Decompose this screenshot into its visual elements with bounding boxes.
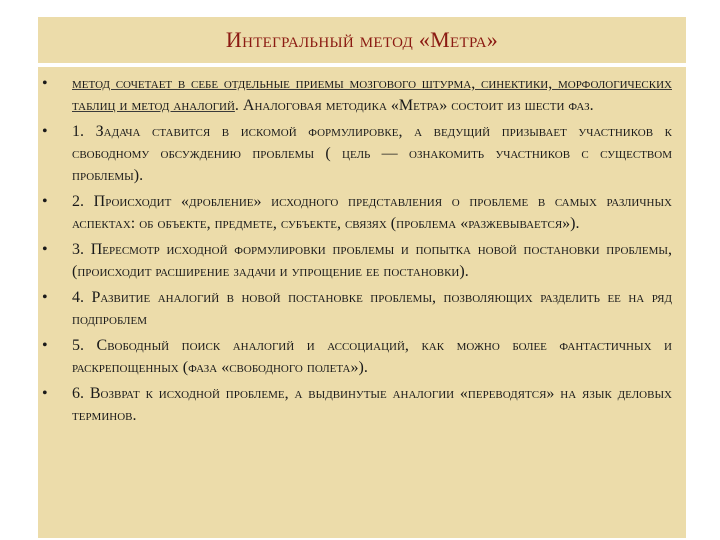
bullet-dot: • xyxy=(42,241,48,258)
bullet-step-2 xyxy=(38,191,672,235)
bullet-list xyxy=(38,73,672,427)
bullet-step-3 xyxy=(38,239,672,283)
intro-rest-text: . Аналоговая методика «Метра» состоит из шести фаз. xyxy=(234,97,594,114)
bullet-step-6 xyxy=(38,383,672,427)
bullet-dot: • xyxy=(42,193,48,210)
step-5-text: 5. Свободный поиск аналогий и ассоциаций, как можно более фантастичных и раскрепощенных (фаза «свободного полета»). xyxy=(72,337,672,376)
bullet-dot: • xyxy=(42,385,48,402)
intro-underlined-text: метод сочетает в себе отдельные приемы мозгового штурма, синектики, морфологических таблиц и метод аналогий xyxy=(72,75,672,114)
bullet-step-5 xyxy=(38,335,672,379)
bullet-dot: • xyxy=(42,289,48,306)
content-panel xyxy=(38,67,686,538)
step-2-text: 2. Происходит «дробление» исходного представления о проблеме в самых различных аспектах: об объекте, предмете, субъекте, связях (проблема «разжевывается»). xyxy=(72,193,672,232)
slide-title: Интегральный метод «Метра» xyxy=(225,27,499,52)
step-4-text: 4. Развитие аналогий в новой постановке проблемы, позволяющих разделить ее на ряд подпроблем xyxy=(72,289,672,328)
bullet-dot: • xyxy=(42,75,48,92)
bullet-dot: • xyxy=(42,123,48,140)
bullet-dot: • xyxy=(42,337,48,354)
step-1-text: 1. Задача ставится в искомой формулировке, а ведущий призывает участников к свободному обсуждению проблемы ( цель — ознакомить участников с существом проблемы). xyxy=(72,123,672,184)
bullet-intro xyxy=(38,73,672,117)
step-6-text: 6. Возврат к исходной проблеме, а выдвинутые аналогии «переводятся» на язык деловых терминов. xyxy=(72,385,672,424)
step-3-text: 3. Пересмотр исходной формулировки проблемы и попытка новой постановки проблемы, (происходит расширение задачи и упрощение ее постановки). xyxy=(72,241,672,280)
title-bar xyxy=(38,17,686,63)
bullet-step-4 xyxy=(38,287,672,331)
bullet-step-1 xyxy=(38,121,672,187)
